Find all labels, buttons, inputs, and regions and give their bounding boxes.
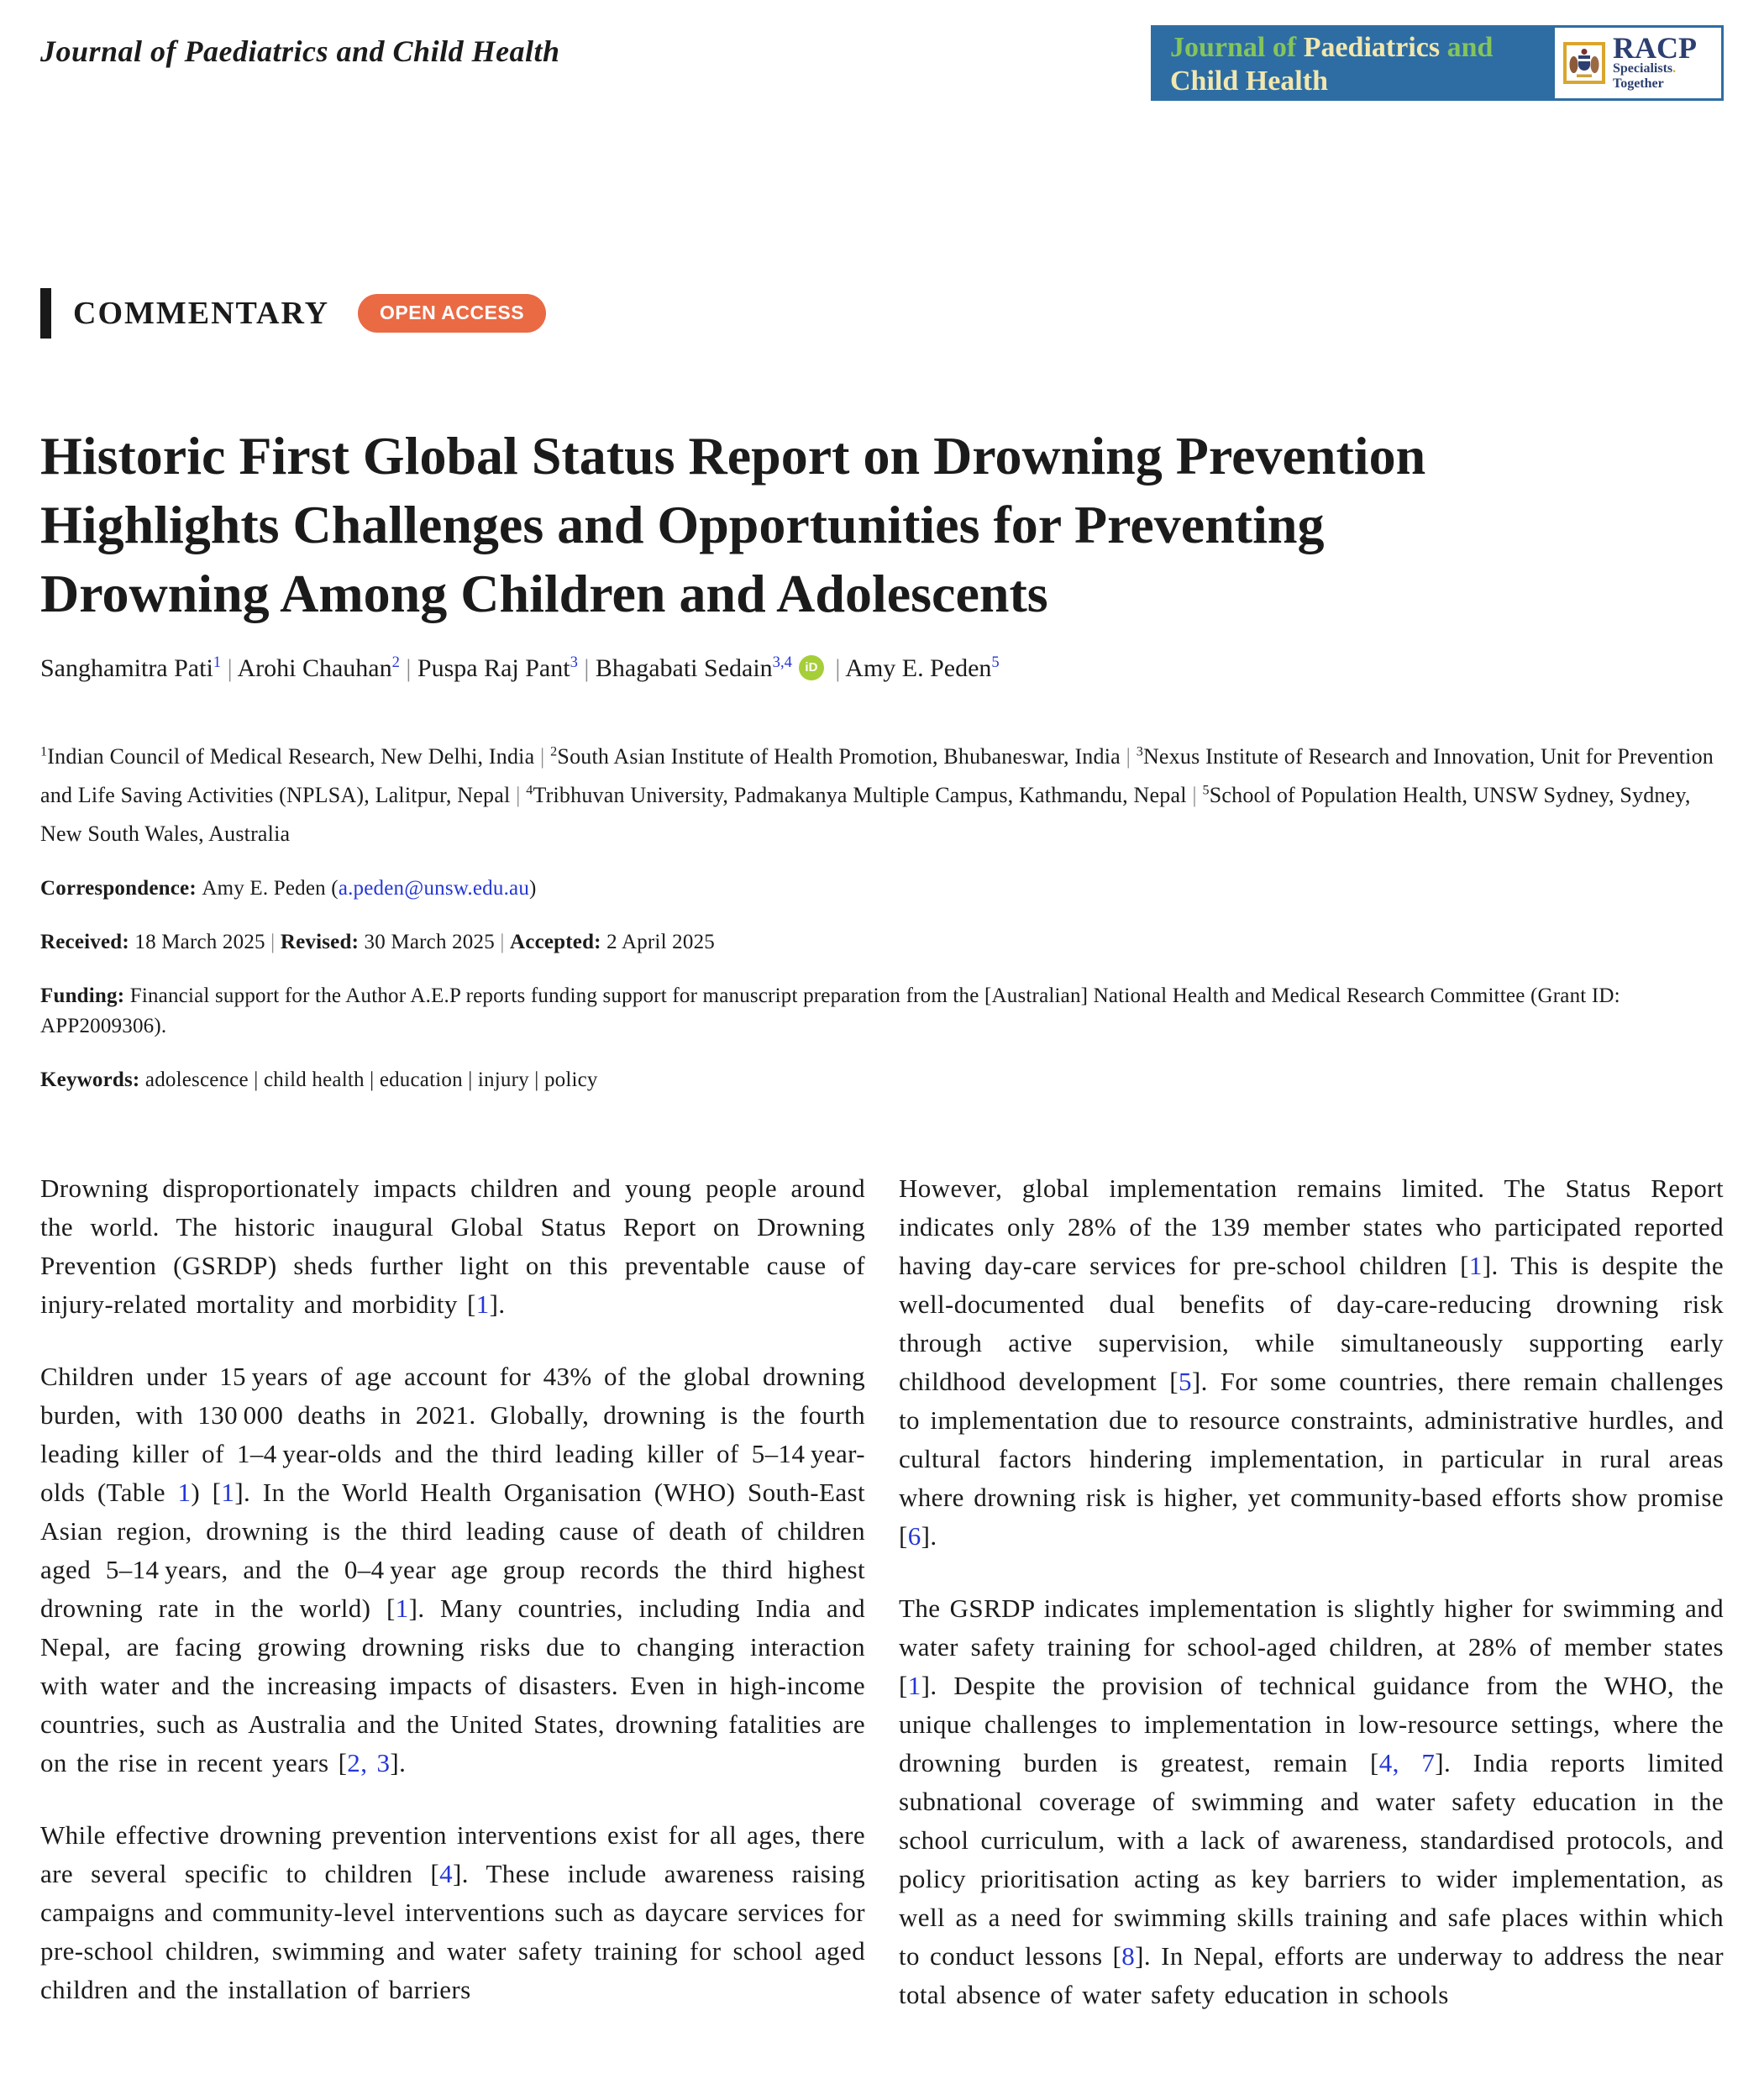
racp-tagline xyxy=(1613,61,1721,92)
text-run: Together xyxy=(1613,76,1664,91)
text-run: 2 April 2025 xyxy=(606,931,715,953)
article-body xyxy=(40,1169,1724,2048)
text-run: Received: xyxy=(40,931,135,953)
citation-link[interactable]: 1 xyxy=(395,1593,409,1623)
text-run: | xyxy=(577,654,596,682)
text-run: ) xyxy=(529,877,537,900)
text-run: Journal of xyxy=(1170,32,1304,63)
text-run: | xyxy=(265,931,281,953)
article-title-line: Drowning Among Children and Adolescents xyxy=(40,564,1048,623)
text-run: Accepted: xyxy=(510,931,607,953)
text-run: 1 xyxy=(40,744,48,759)
racp-logo xyxy=(1555,28,1721,98)
text-run: Nexus Institute of Research and Innovation, Unit for Prevention and Life Saving Activities (NPLSA), Lalitpur, Nepal xyxy=(40,744,1714,807)
citation-link[interactable]: 2, 3 xyxy=(347,1748,391,1777)
text-run: Tribhuvan University, Padmakanya Multiple Campus, Kathmandu, Nepal xyxy=(533,783,1187,807)
journal-logo-title xyxy=(1153,28,1555,98)
citation-link[interactable]: 1 xyxy=(907,1671,921,1700)
author-superscript: 3 xyxy=(570,654,578,671)
text-run: The GSRDP indicates implementation is slightly higher for swimming and water safety training for school-aged children, at 28% of member states [ xyxy=(899,1593,1724,1700)
text-run: 5 xyxy=(1202,783,1210,798)
text-run: child health xyxy=(263,1068,365,1091)
author-name: Arohi Chauhan xyxy=(237,654,392,682)
body-column-left xyxy=(40,1169,865,2048)
text-run: ]. xyxy=(489,1289,506,1319)
article-title-line: Highlights Challenges and Opportunities for Preventing xyxy=(40,495,1325,554)
orcid-icon[interactable]: iD xyxy=(799,655,824,680)
text-run: Paediatrics xyxy=(1303,32,1447,63)
journal-logo-line1 xyxy=(1170,31,1555,65)
citation-link[interactable]: 4, 7 xyxy=(1378,1748,1436,1777)
text-run: Amy E. Peden ( xyxy=(202,877,339,900)
text-run: ) [ xyxy=(191,1478,222,1507)
text-run: Financial support for the Author A.E.P reports funding support for manuscript preparation from the [Australian] National Health and Medical Research Committee (Grant ID: APP2009306). xyxy=(40,984,1620,1037)
author-name: Sanghamitra Pati xyxy=(40,654,213,682)
citation-link[interactable]: 1 xyxy=(475,1289,490,1319)
text-run: 4 xyxy=(526,783,533,798)
journal-logo xyxy=(1151,25,1724,101)
text-run: | xyxy=(510,783,527,807)
page-header xyxy=(40,25,1724,102)
citation-link[interactable]: 1 xyxy=(221,1478,235,1507)
text-run: 30 March 2025 xyxy=(364,931,495,953)
text-run: | xyxy=(828,654,846,682)
citation-link[interactable]: 5 xyxy=(1178,1367,1192,1396)
correspondence-line xyxy=(40,874,1724,904)
text-run: Indian Council of Medical Research, New Delhi, India xyxy=(47,744,535,769)
text-run: | xyxy=(248,1068,264,1091)
racp-acronym: RACP xyxy=(1613,31,1697,65)
text-run: ]. In Nepal, efforts are underway to address the near total absence of water safety education in schools xyxy=(899,1941,1724,2009)
text-run: ]. In the World Health Organisation (WHO) South-East Asian region, drowning is the third leading cause of death of children aged 5–14 years, and the 0–4 year age group records the third highest drowning rate in the world) [ xyxy=(40,1478,865,1623)
journal-logo-line2: Child Health xyxy=(1170,66,1328,97)
text-run: ]. These include awareness raising campaigns and community-level interventions such as daycare services for pre-school children, swimming and water safety training for school aged children and the installation of barriers xyxy=(40,1859,865,2004)
author-superscript: 1 xyxy=(213,654,222,671)
text-run: ]. For some countries, there remain challenges to implementation due to resource constraints, administrative hurdles, and cultural factors hindering implementation, in particular in rural areas where drowning risk is higher, yet community-based efforts show promise [ xyxy=(899,1367,1725,1551)
author-superscript: 3,4 xyxy=(772,654,792,671)
text-run: ]. India reports limited subnational coverage of swimming and water safety education in the school curriculum, with a lack of awareness, standardised protocols, and policy prioritisation acting as key barriers to wider implementation, as well as a need for swimming skills training and safe places within which to conduct lessons [ xyxy=(899,1748,1724,1971)
affiliations xyxy=(40,738,1724,853)
open-access-badge: OPEN ACCESS xyxy=(358,294,546,333)
text-run: ]. xyxy=(921,1521,937,1551)
text-run: Drowning disproportionately impacts children and young people around the world. The historic inaugural Global Status Report on Drowning Prevention (GSRDP) sheds further light on this preventable cause of injury-related mortality and morbidity [ xyxy=(40,1173,865,1319)
text-run: adolescence xyxy=(144,1068,249,1091)
body-paragraph xyxy=(899,1169,1724,1556)
text-run: Funding: xyxy=(40,984,130,1007)
text-run: While effective drowning prevention interventions exist for all ages, there are several specific to children [ xyxy=(40,1820,865,1888)
table-link[interactable]: 1 xyxy=(177,1478,192,1507)
citation-link[interactable]: 1 xyxy=(1468,1251,1483,1280)
article-title-line: Historic First Global Status Report on Drowning Prevention xyxy=(40,426,1426,486)
author-superscript: 5 xyxy=(991,654,1000,671)
author-name: Bhagabati Sedain xyxy=(595,654,773,682)
authors-line xyxy=(40,650,1724,687)
text-run: | xyxy=(399,654,417,682)
text-run: | xyxy=(1120,744,1137,769)
author-name: Amy E. Peden xyxy=(845,654,992,682)
author-superscript: 2 xyxy=(391,654,400,671)
text-run: | xyxy=(1186,783,1203,807)
text-run: Correspondence: xyxy=(40,877,202,900)
text-run: | xyxy=(462,1068,478,1091)
text-run: Revised: xyxy=(280,931,365,953)
author-name: Puspa Raj Pant xyxy=(417,654,570,682)
article-type-row xyxy=(40,287,1724,339)
text-run: injury xyxy=(477,1068,529,1091)
text-run: School of Population Health, UNSW Sydney, Sydney, New South Wales, Australia xyxy=(40,783,1691,846)
correspondence-email-link[interactable]: a.peden@unsw.edu.au xyxy=(338,877,530,900)
body-paragraph xyxy=(899,1589,1724,2014)
section-bar xyxy=(40,288,51,339)
article-type-label: COMMENTARY xyxy=(73,296,330,331)
body-column-right xyxy=(899,1169,1724,2048)
dates-line xyxy=(40,927,1724,958)
text-run: | xyxy=(494,931,511,953)
citation-link[interactable]: 8 xyxy=(1121,1941,1136,1971)
text-run: 18 March 2025 xyxy=(134,931,265,953)
text-run: South Asian Institute of Health Promotion, Bhubaneswar, India xyxy=(557,744,1121,769)
text-run: and xyxy=(1446,32,1494,63)
text-run: ]. This is despite the well-documented dual benefits of day-care-reducing drowning risk through active supervision, while simultaneously supporting early childhood development [ xyxy=(899,1251,1724,1396)
text-run: | xyxy=(534,744,551,769)
text-run: However, global implementation remains limited. The Status Report indicates only 28% of the 139 member states who participated reported having day-care services for pre-school children [ xyxy=(899,1173,1724,1280)
text-run: policy xyxy=(543,1068,598,1091)
journal-name: Journal of Paediatrics and Child Health xyxy=(40,34,560,68)
text-run: | xyxy=(528,1068,544,1091)
text-run: 2 xyxy=(550,744,558,759)
text-run: ]. xyxy=(390,1748,407,1777)
text-run: | xyxy=(364,1068,380,1091)
text-run: Keywords: xyxy=(40,1068,145,1091)
text-run: Specialists xyxy=(1613,61,1673,76)
text-run: Children under 15 years of age account for 43% of the global drowning burden, with 130 000 deaths in 2021. Globally, drowning is the fourth leading killer of 1–4 year-olds and the third leading killer of 5–14 year-olds (Table xyxy=(40,1362,865,1507)
text-run: 3 xyxy=(1136,744,1143,759)
text-run: ]. Despite the provision of technical guidance from the WHO, the unique challenges to implementation in low-resource settings, where the drowning burden is greatest, remain [ xyxy=(899,1671,1724,1777)
text-run: education xyxy=(379,1068,463,1091)
keywords-line xyxy=(40,1065,1724,1095)
text-run: . xyxy=(1672,61,1677,76)
body-paragraph xyxy=(40,1816,865,2009)
article-title xyxy=(40,422,1724,628)
citation-link[interactable]: 6 xyxy=(907,1521,921,1551)
citation-link[interactable]: 4 xyxy=(439,1859,454,1888)
racp-crest-icon xyxy=(1563,42,1605,84)
racp-text xyxy=(1613,31,1721,92)
body-paragraph xyxy=(40,1357,865,1782)
text-run: ]. Many countries, including India and Nepal, are facing growing drowning risks due to changing interaction with water and the increasing impacts of disasters. Even in high-income countries, such as Australia and the United States, drowning fatalities are on the rise in recent years [ xyxy=(40,1593,865,1777)
text-run: | xyxy=(221,654,238,682)
body-paragraph xyxy=(40,1169,865,1324)
funding-line xyxy=(40,981,1724,1042)
